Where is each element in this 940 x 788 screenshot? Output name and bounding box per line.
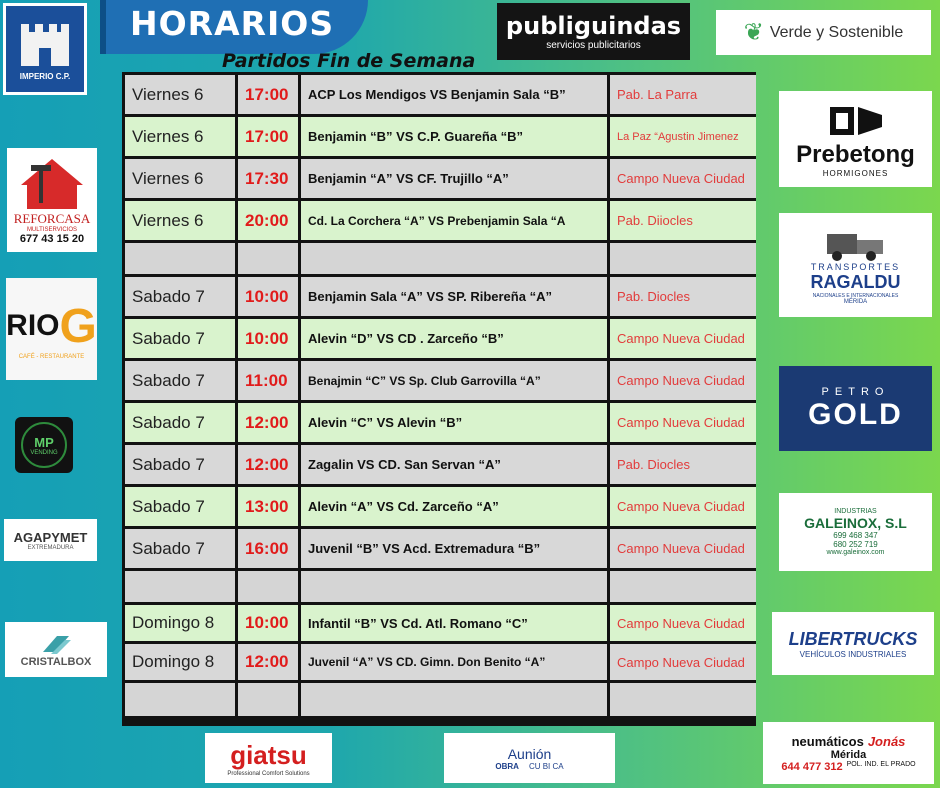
match-cell xyxy=(301,683,607,716)
galeinox-phone1: 699 468 347 xyxy=(833,531,878,540)
agapymet-logo xyxy=(4,519,97,561)
match-cell: Alevin “D” VS CD . Zarceño “B” xyxy=(301,319,607,358)
venue-cell: Campo Nueva Ciudad xyxy=(610,487,756,526)
rio-letter: G xyxy=(59,299,97,353)
schedule-spacer-row xyxy=(125,243,753,274)
match-cell xyxy=(301,571,607,602)
ragaldu-sub: NACIONALES E INTERNACIONALES xyxy=(812,292,899,299)
venue-cell xyxy=(610,571,756,602)
galeinox-logo xyxy=(779,493,932,571)
time-cell: 16:00 xyxy=(238,529,298,568)
mpvending-logo xyxy=(15,417,73,473)
venue-cell: Campo Nueva Ciudad xyxy=(610,403,756,442)
publiguindas-logo xyxy=(497,3,690,60)
match-cell: Juvenil “A” VS CD. Gimn. Don Benito “A” xyxy=(301,644,607,680)
time-cell xyxy=(238,243,298,274)
time-cell: 12:00 xyxy=(238,644,298,680)
match-cell: Benjamin “B” VS C.P. Guareña “B” xyxy=(301,117,607,156)
venue-cell: Campo Nueva Ciudad xyxy=(610,605,756,641)
venue-cell: Campo Nueva Ciudad xyxy=(610,361,756,400)
galeinox-web: www.galeinox.com xyxy=(826,549,885,556)
venue-cell: Pab. Diiocles xyxy=(610,201,756,240)
neumaticos-name: neumáticos xyxy=(791,733,864,749)
galeinox-top: INDUSTRIAS xyxy=(834,508,877,515)
reforcasa-name: REFORCASA xyxy=(13,211,91,226)
match-cell: Zagalin VS CD. San Servan “A” xyxy=(301,445,607,484)
aunion-cubica: CU BI CA xyxy=(528,761,564,771)
neumaticos-phone: 644 477 312 xyxy=(781,760,843,773)
cristalbox-name: CRISTALBOX xyxy=(20,655,92,668)
schedule-row xyxy=(125,117,753,156)
giatsu-name: giatsu xyxy=(230,739,307,770)
petrogold-top: PETRO xyxy=(821,385,890,398)
match-cell: Alevin “C” VS Alevin “B” xyxy=(301,403,607,442)
venue-cell: La Paz “Agustin Jimenez xyxy=(610,117,756,156)
day-cell: Sabado 7 xyxy=(125,361,235,400)
venue-cell xyxy=(610,243,756,274)
neumaticos-logo xyxy=(763,722,934,784)
petrogold-name: GOLD xyxy=(808,397,903,431)
aunion-obra: OBRA xyxy=(495,761,519,771)
neumaticos-city: Mérida xyxy=(830,748,867,761)
petrogold-logo xyxy=(779,366,932,451)
time-cell: 17:00 xyxy=(238,117,298,156)
page-title: HORARIOS xyxy=(130,4,335,43)
reforcasa-phone: 677 43 15 20 xyxy=(19,233,85,245)
time-cell: 10:00 xyxy=(238,277,298,316)
libertrucks-sub: VEHÍCULOS INDUSTRIALES xyxy=(799,649,907,659)
schedule-row xyxy=(125,403,753,442)
time-cell xyxy=(238,683,298,716)
time-cell xyxy=(238,571,298,602)
day-cell: Viernes 6 xyxy=(125,159,235,198)
ragaldu-top: TRANSPORTES xyxy=(810,261,901,272)
house-tools-icon xyxy=(17,155,87,211)
schedule-row xyxy=(125,75,753,114)
match-cell: Juvenil “B” VS Acd. Extremadura “B” xyxy=(301,529,607,568)
schedule-row xyxy=(125,361,753,400)
day-cell: Domingo 8 xyxy=(125,605,235,641)
match-cell: Alevin “A” VS Cd. Zarceño “A” xyxy=(301,487,607,526)
truck-icon xyxy=(821,226,891,262)
ragaldu-name: RAGALDU xyxy=(810,271,901,292)
prebetong-name: Prebetong xyxy=(796,140,915,168)
agapymet-sub: EXTREMADURA xyxy=(27,544,74,551)
reforcasa-logo xyxy=(7,148,97,252)
galeinox-name: GALEINOX, S.L xyxy=(804,515,907,531)
verde-logo xyxy=(716,10,931,55)
libertrucks-logo xyxy=(772,612,934,675)
imperio-logo xyxy=(3,3,87,95)
day-cell xyxy=(125,243,235,274)
time-cell: 10:00 xyxy=(238,605,298,641)
schedule-row xyxy=(125,159,753,198)
publiguindas-tagline: servicios publicitarios xyxy=(546,40,641,51)
venue-cell: Pab. Diocles xyxy=(610,277,756,316)
day-cell: Sabado 7 xyxy=(125,403,235,442)
day-cell xyxy=(125,571,235,602)
galeinox-phone2: 680 252 719 xyxy=(833,540,878,549)
schedule-row xyxy=(125,644,753,680)
venue-cell: Campo Nueva Ciudad xyxy=(610,644,756,680)
match-cell: Benjamin “A” VS CF. Trujillo “A” xyxy=(301,159,607,198)
schedule-row xyxy=(125,319,753,358)
schedule-row xyxy=(125,201,753,240)
schedule-table xyxy=(122,72,756,726)
imperio-name: IMPERIO C.P. xyxy=(19,71,71,81)
schedule-row xyxy=(125,529,753,568)
time-cell: 12:00 xyxy=(238,445,298,484)
venue-cell: Campo Nueva Ciudad xyxy=(610,159,756,198)
venue-cell: Campo Nueva Ciudad xyxy=(610,319,756,358)
day-cell: Sabado 7 xyxy=(125,445,235,484)
venue-cell: Pab. La Parra xyxy=(610,75,756,114)
day-cell: Sabado 7 xyxy=(125,277,235,316)
neumaticos-pol: POL. IND. EL PRADO xyxy=(846,760,916,768)
giatsu-sub: Professional Comfort Solutions xyxy=(227,770,310,777)
publiguindas-name: publiguindas xyxy=(505,12,682,40)
schedule-row xyxy=(125,487,753,526)
schedule-row xyxy=(125,445,753,484)
day-cell: Viernes 6 xyxy=(125,117,235,156)
match-cell: Benjamin Sala “A” VS SP. Ribereña “A” xyxy=(301,277,607,316)
day-cell: Sabado 7 xyxy=(125,487,235,526)
giatsu-logo xyxy=(205,733,332,783)
match-cell xyxy=(301,243,607,274)
day-cell: Viernes 6 xyxy=(125,75,235,114)
schedule-row xyxy=(125,605,753,641)
time-cell: 20:00 xyxy=(238,201,298,240)
cristalbox-logo xyxy=(5,622,107,677)
ragaldu-logo xyxy=(779,213,932,317)
schedule-spacer-row xyxy=(125,571,753,602)
time-cell: 12:00 xyxy=(238,403,298,442)
venue-cell xyxy=(610,683,756,716)
venue-cell: Pab. Diocles xyxy=(610,445,756,484)
mpvending-name: MP xyxy=(34,434,54,450)
venue-cell: Campo Nueva Ciudad xyxy=(610,529,756,568)
match-cell: ACP Los Mendigos VS Benjamin Sala “B” xyxy=(301,75,607,114)
aunion-logo xyxy=(444,733,615,783)
leaf-icon: ❦ xyxy=(743,19,764,46)
mpvending-sub: VENDING xyxy=(30,449,58,456)
verde-name: Verde y Sostenible xyxy=(769,23,904,41)
prebetong-sub: HORMIGONES xyxy=(822,168,889,178)
match-cell: Cd. La Corchera “A” VS Prebenjamin Sala “A xyxy=(301,201,607,240)
time-cell: 17:00 xyxy=(238,75,298,114)
ragaldu-city: MÉRIDA xyxy=(843,298,868,305)
rio-logo xyxy=(6,278,97,380)
libertrucks-name: LIBERTRUCKS xyxy=(788,628,918,649)
prebetong-mark-icon xyxy=(826,101,886,141)
time-cell: 13:00 xyxy=(238,487,298,526)
day-cell: Domingo 8 xyxy=(125,644,235,680)
prebetong-logo xyxy=(779,91,932,187)
castle-icon xyxy=(15,18,75,70)
day-cell: Viernes 6 xyxy=(125,201,235,240)
cristalbox-icon xyxy=(39,632,73,656)
match-cell: Benajmin “C” VS Sp. Club Garrovilla “A” xyxy=(301,361,607,400)
neumaticos-name2: Jonás xyxy=(867,733,906,749)
time-cell: 11:00 xyxy=(238,361,298,400)
reforcasa-sub: MULTISERVICIOS xyxy=(26,227,78,233)
day-cell: Sabado 7 xyxy=(125,529,235,568)
day-cell: Sabado 7 xyxy=(125,319,235,358)
rio-name: RIO xyxy=(6,309,60,342)
day-cell xyxy=(125,683,235,716)
schedule-spacer-row xyxy=(125,683,753,716)
agapymet-name: AGAPYMET xyxy=(13,529,88,545)
time-cell: 10:00 xyxy=(238,319,298,358)
aunion-name: Aunión xyxy=(507,745,552,762)
time-cell: 17:30 xyxy=(238,159,298,198)
rio-sub: CAFÉ - RESTAURANTE xyxy=(18,353,85,360)
page-subtitle: Partidos Fin de Semana xyxy=(222,50,476,72)
schedule-row xyxy=(125,277,753,316)
match-cell: Infantil “B” VS Cd. Atl. Romano “C” xyxy=(301,605,607,641)
